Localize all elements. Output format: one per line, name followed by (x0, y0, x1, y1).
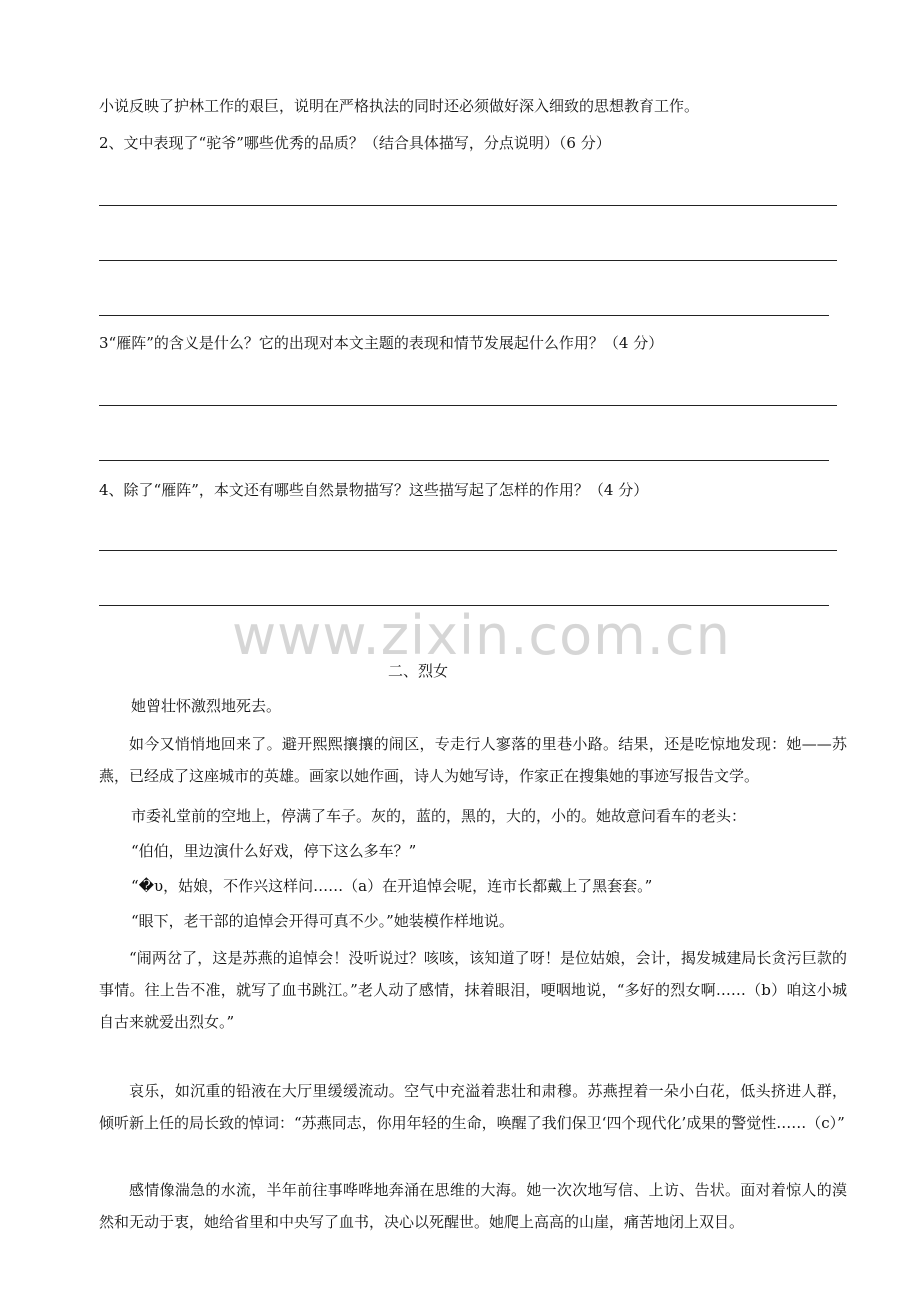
question-2: 2、文中表现了“驼爷”哪些优秀的品质？（结合具体描写，分点说明）（6 分） (99, 134, 611, 152)
paragraph: 感情像湍急的水流，半年前往事哗哗地奔涌在思维的大海。她一次次地写信、上访、告状。面对着惊人的漠然和无动于衷，她给省里和中央写了血书，决心以死醒世。她爬上高高的山崖，痛苦地闭上双目。 (99, 1181, 847, 1231)
paragraph: “�υ，姑娘，不作兴这样问……（a）在开追悼会呢，连市长都戴上了黑套套。” (131, 877, 653, 895)
answer-line (99, 550, 837, 551)
answer-line (99, 460, 829, 461)
paragraph: 她曾壮怀激烈地死去。 (131, 697, 282, 715)
answer-line (99, 315, 829, 316)
paragraph: “伯伯，里边演什么好戏，停下这么多车？” (131, 842, 417, 860)
paragraph: 市委礼堂前的空地上，停满了车子。灰的，蓝的，黑的，大的，小的。她故意问看车的老头： (131, 807, 747, 825)
paragraph: “眼下，老干部的追悼会开得可真不少。”她装模作样地说。 (131, 912, 514, 930)
paragraph: 哀乐，如沉重的铅液在大厅里缓缓流动。空气中充溢着悲壮和肃穆。苏燕捏着一朵小白花，低头挤进人群，倾听新上任的局长致的悼词：“苏燕同志，你用年轻的生命，唤醒了我们保卫‘四个现代化’成果的警觉性……（c）” (99, 1082, 847, 1132)
question-4: 4、除了“雁阵”，本文还有哪些自然景物描写？这些描写起了怎样的作用？（4 分） (99, 481, 649, 499)
section-title: 二、烈女 (388, 662, 449, 680)
question-3: 3“雁阵”的含义是什么？它的出现对本文主题的表现和情节发展起什么作用？（4 分） (99, 334, 664, 352)
intro-line: 小说反映了护林工作的艰巨，说明在严格执法的同时还必须做好深入细致的思想教育工作。 (99, 97, 700, 115)
watermark: www.zixin.com.cn (232, 604, 731, 667)
answer-line (99, 405, 837, 406)
paragraph: 如今又悄悄地回来了。避开熙熙攘攘的闹区，专走行人寥落的里巷小路。结果，还是吃惊地发现：她——苏燕，已经成了这座城市的英雄。画家以她作画，诗人为她写诗，作家正在搜集她的事迹写报告文学。 (99, 735, 847, 785)
answer-line (99, 205, 837, 206)
paragraph: “闹两岔了，这是苏燕的追悼会！没听说过？咳咳，该知道了呀！是位姑娘，会计，揭发城建局长贪污巨款的事情。往上告不准，就写了血书跳江。”老人动了感情，抹着眼泪，哽咽地说，“多好的烈女啊……（b）咱这小城自古来就爱出烈女。” (99, 949, 847, 1031)
answer-line (99, 260, 837, 261)
